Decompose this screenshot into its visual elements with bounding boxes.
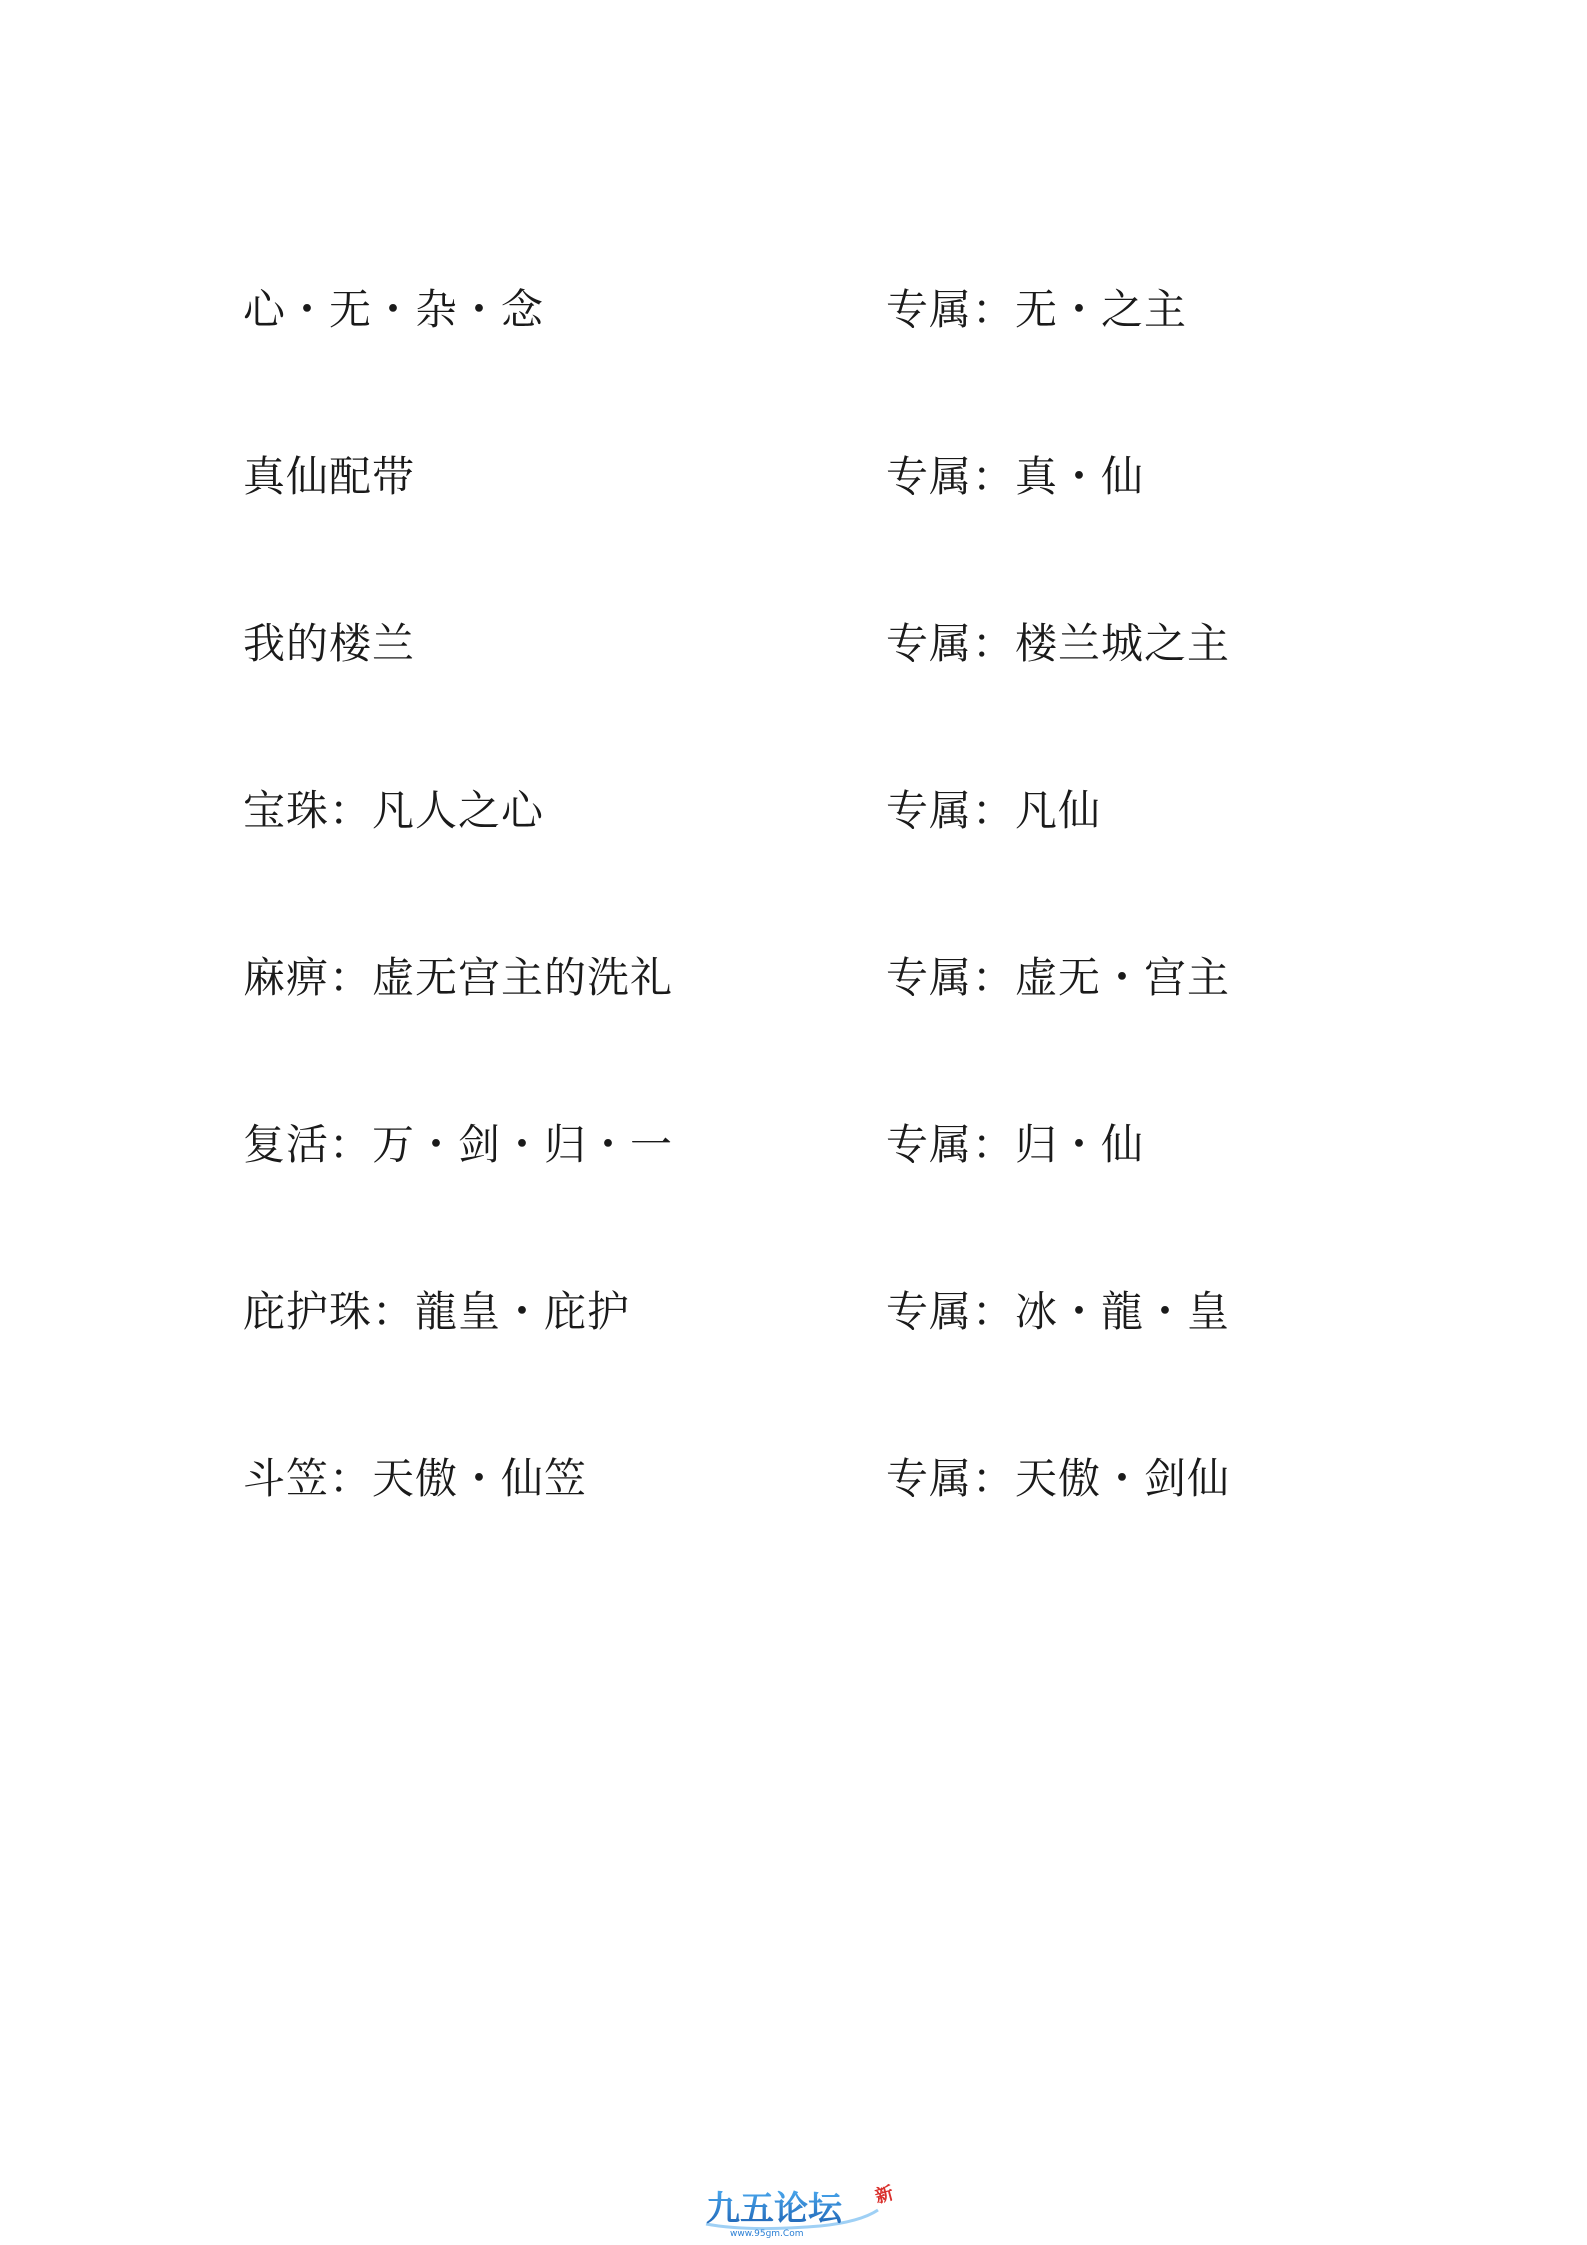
logo-url-text: www.95gm.Com: [730, 2229, 804, 2239]
item-name: 庇护珠：龍皇・庇护: [243, 1287, 631, 1336]
item-exclusive: 专属：真・仙: [886, 452, 1145, 501]
list-item: [243, 452, 1363, 619]
item-name: 复活：万・剑・归・一: [243, 1120, 674, 1169]
logo-text: 九五论坛: [706, 2189, 842, 2229]
item-exclusive: 专属：天傲・剑仙: [886, 1454, 1231, 1503]
item-list: [243, 285, 1363, 1621]
item-exclusive: 专属：归・仙: [886, 1120, 1145, 1169]
list-item: [243, 953, 1363, 1120]
list-item: [243, 1454, 1363, 1621]
item-name: 麻痹：虚无宫主的洗礼: [243, 953, 674, 1002]
list-item: [243, 619, 1363, 786]
item-exclusive: 专属：楼兰城之主: [886, 619, 1231, 668]
item-name: 真仙配带: [243, 452, 416, 501]
list-item: [243, 786, 1363, 953]
item-name: 斗笠：天傲・仙笠: [243, 1454, 588, 1503]
forum-logo: [700, 2180, 900, 2240]
item-name: 宝珠：凡人之心: [243, 786, 545, 835]
list-item: [243, 1120, 1363, 1287]
item-exclusive: 专属：无・之主: [886, 285, 1188, 334]
item-exclusive: 专属：冰・龍・皇: [886, 1287, 1231, 1336]
logo-badge: 新: [873, 2182, 896, 2208]
item-exclusive: 专属：凡仙: [886, 786, 1102, 835]
list-item: [243, 285, 1363, 452]
list-item: [243, 1287, 1363, 1454]
item-name: 我的楼兰: [243, 619, 416, 668]
item-name: 心・无・杂・念: [243, 285, 545, 334]
item-exclusive: 专属：虚无・宫主: [886, 953, 1231, 1002]
